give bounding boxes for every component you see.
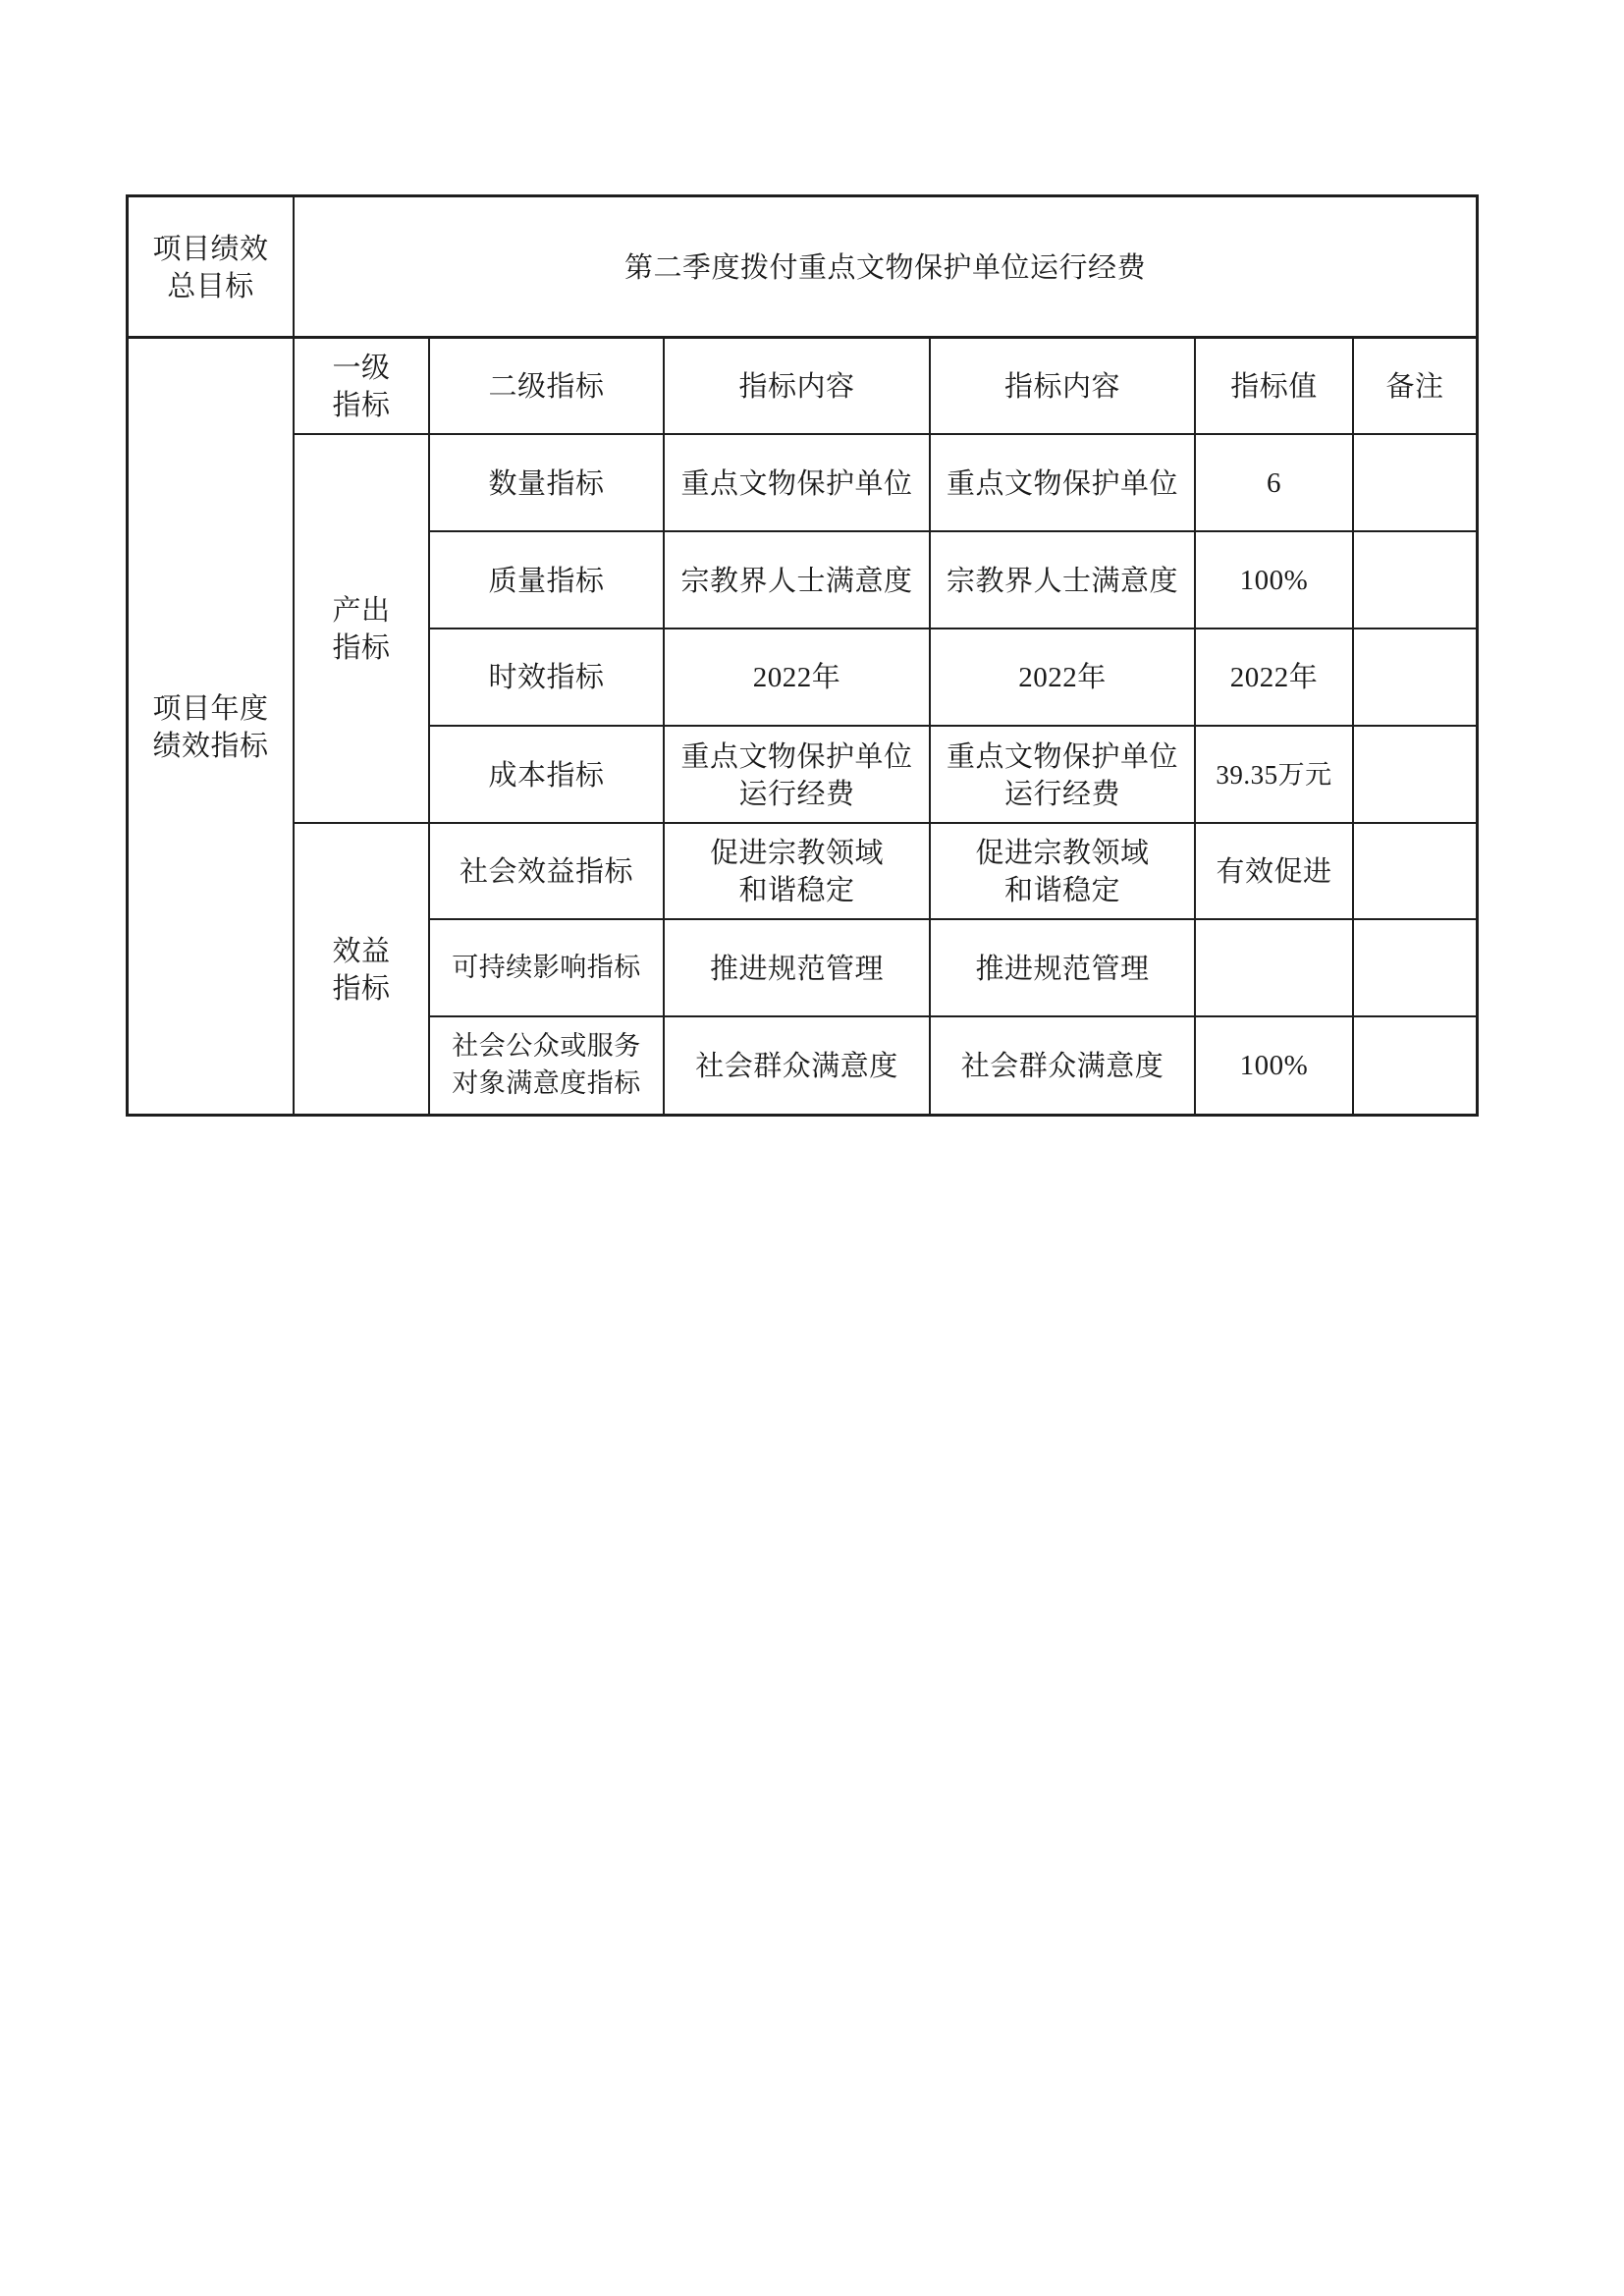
row-content-2: 促进宗教领域 和谐稳定 <box>975 836 1150 906</box>
header-level1: 一级 指标 <box>332 351 391 421</box>
header-content-1: 指标内容 <box>738 369 855 403</box>
row-content-2: 推进规范管理 <box>975 951 1150 985</box>
row-level2: 质量指标 <box>488 563 605 597</box>
row-value: 2022年 <box>1229 661 1319 693</box>
row-content-1: 重点文物保护单位 <box>680 465 913 500</box>
row-value: 100% <box>1239 1050 1309 1081</box>
row-level2: 社会效益指标 <box>459 854 633 888</box>
goal-value: 第二季度拨付重点文物保护单位运行经费 <box>623 249 1146 284</box>
row-content-1: 宗教界人士满意度 <box>680 563 913 597</box>
table-border-right <box>1476 194 1479 1117</box>
row-content-2: 重点文物保护单位 <box>946 465 1178 500</box>
header-remark: 备注 <box>1385 369 1444 403</box>
row-level2: 时效指标 <box>488 661 605 693</box>
row-value: 39.35万元 <box>1216 759 1332 790</box>
group-output-indicators: 产出 指标 <box>332 593 391 664</box>
row-remark <box>1354 435 1476 530</box>
header-level2: 二级指标 <box>488 369 605 403</box>
row-remark <box>1354 532 1476 628</box>
annual-indicator-label: 项目年度 绩效指标 <box>152 690 269 762</box>
row-content-2: 社会群众满意度 <box>960 1049 1164 1082</box>
header-content-2: 指标内容 <box>1003 369 1120 403</box>
group-benefit-indicators: 效益 指标 <box>332 933 391 1005</box>
row-level2: 成本指标 <box>488 757 605 792</box>
row-content-2: 2022年 <box>1018 661 1107 693</box>
row-level2: 可持续影响指标 <box>452 952 641 983</box>
row-remark <box>1354 629 1476 725</box>
header-value: 指标值 <box>1230 369 1318 403</box>
performance-indicator-table <box>126 194 1479 1117</box>
row-remark <box>1354 727 1476 822</box>
row-level2: 社会公众或服务 对象满意度指标 <box>452 1031 641 1099</box>
row-remark <box>1354 920 1476 1015</box>
row-content-1: 重点文物保护单位 运行经费 <box>680 738 913 810</box>
row-content-1: 2022年 <box>752 661 841 693</box>
row-value: 有效促进 <box>1216 854 1332 888</box>
row-level2: 数量指标 <box>488 465 605 500</box>
row-content-2: 重点文物保护单位 运行经费 <box>946 738 1178 810</box>
row-value: 6 <box>1267 466 1281 499</box>
row-remark <box>1354 1017 1476 1114</box>
row-content-1: 社会群众满意度 <box>695 1049 898 1082</box>
row-content-1: 推进规范管理 <box>709 951 884 985</box>
row-content-1: 促进宗教领域 和谐稳定 <box>709 836 884 906</box>
goal-label: 项目绩效 总目标 <box>152 231 269 302</box>
table-border-bottom <box>126 1114 1479 1117</box>
row-remark <box>1354 824 1476 918</box>
row-value <box>1196 920 1352 1015</box>
row-value: 100% <box>1239 564 1309 596</box>
row-content-2: 宗教界人士满意度 <box>946 563 1178 597</box>
